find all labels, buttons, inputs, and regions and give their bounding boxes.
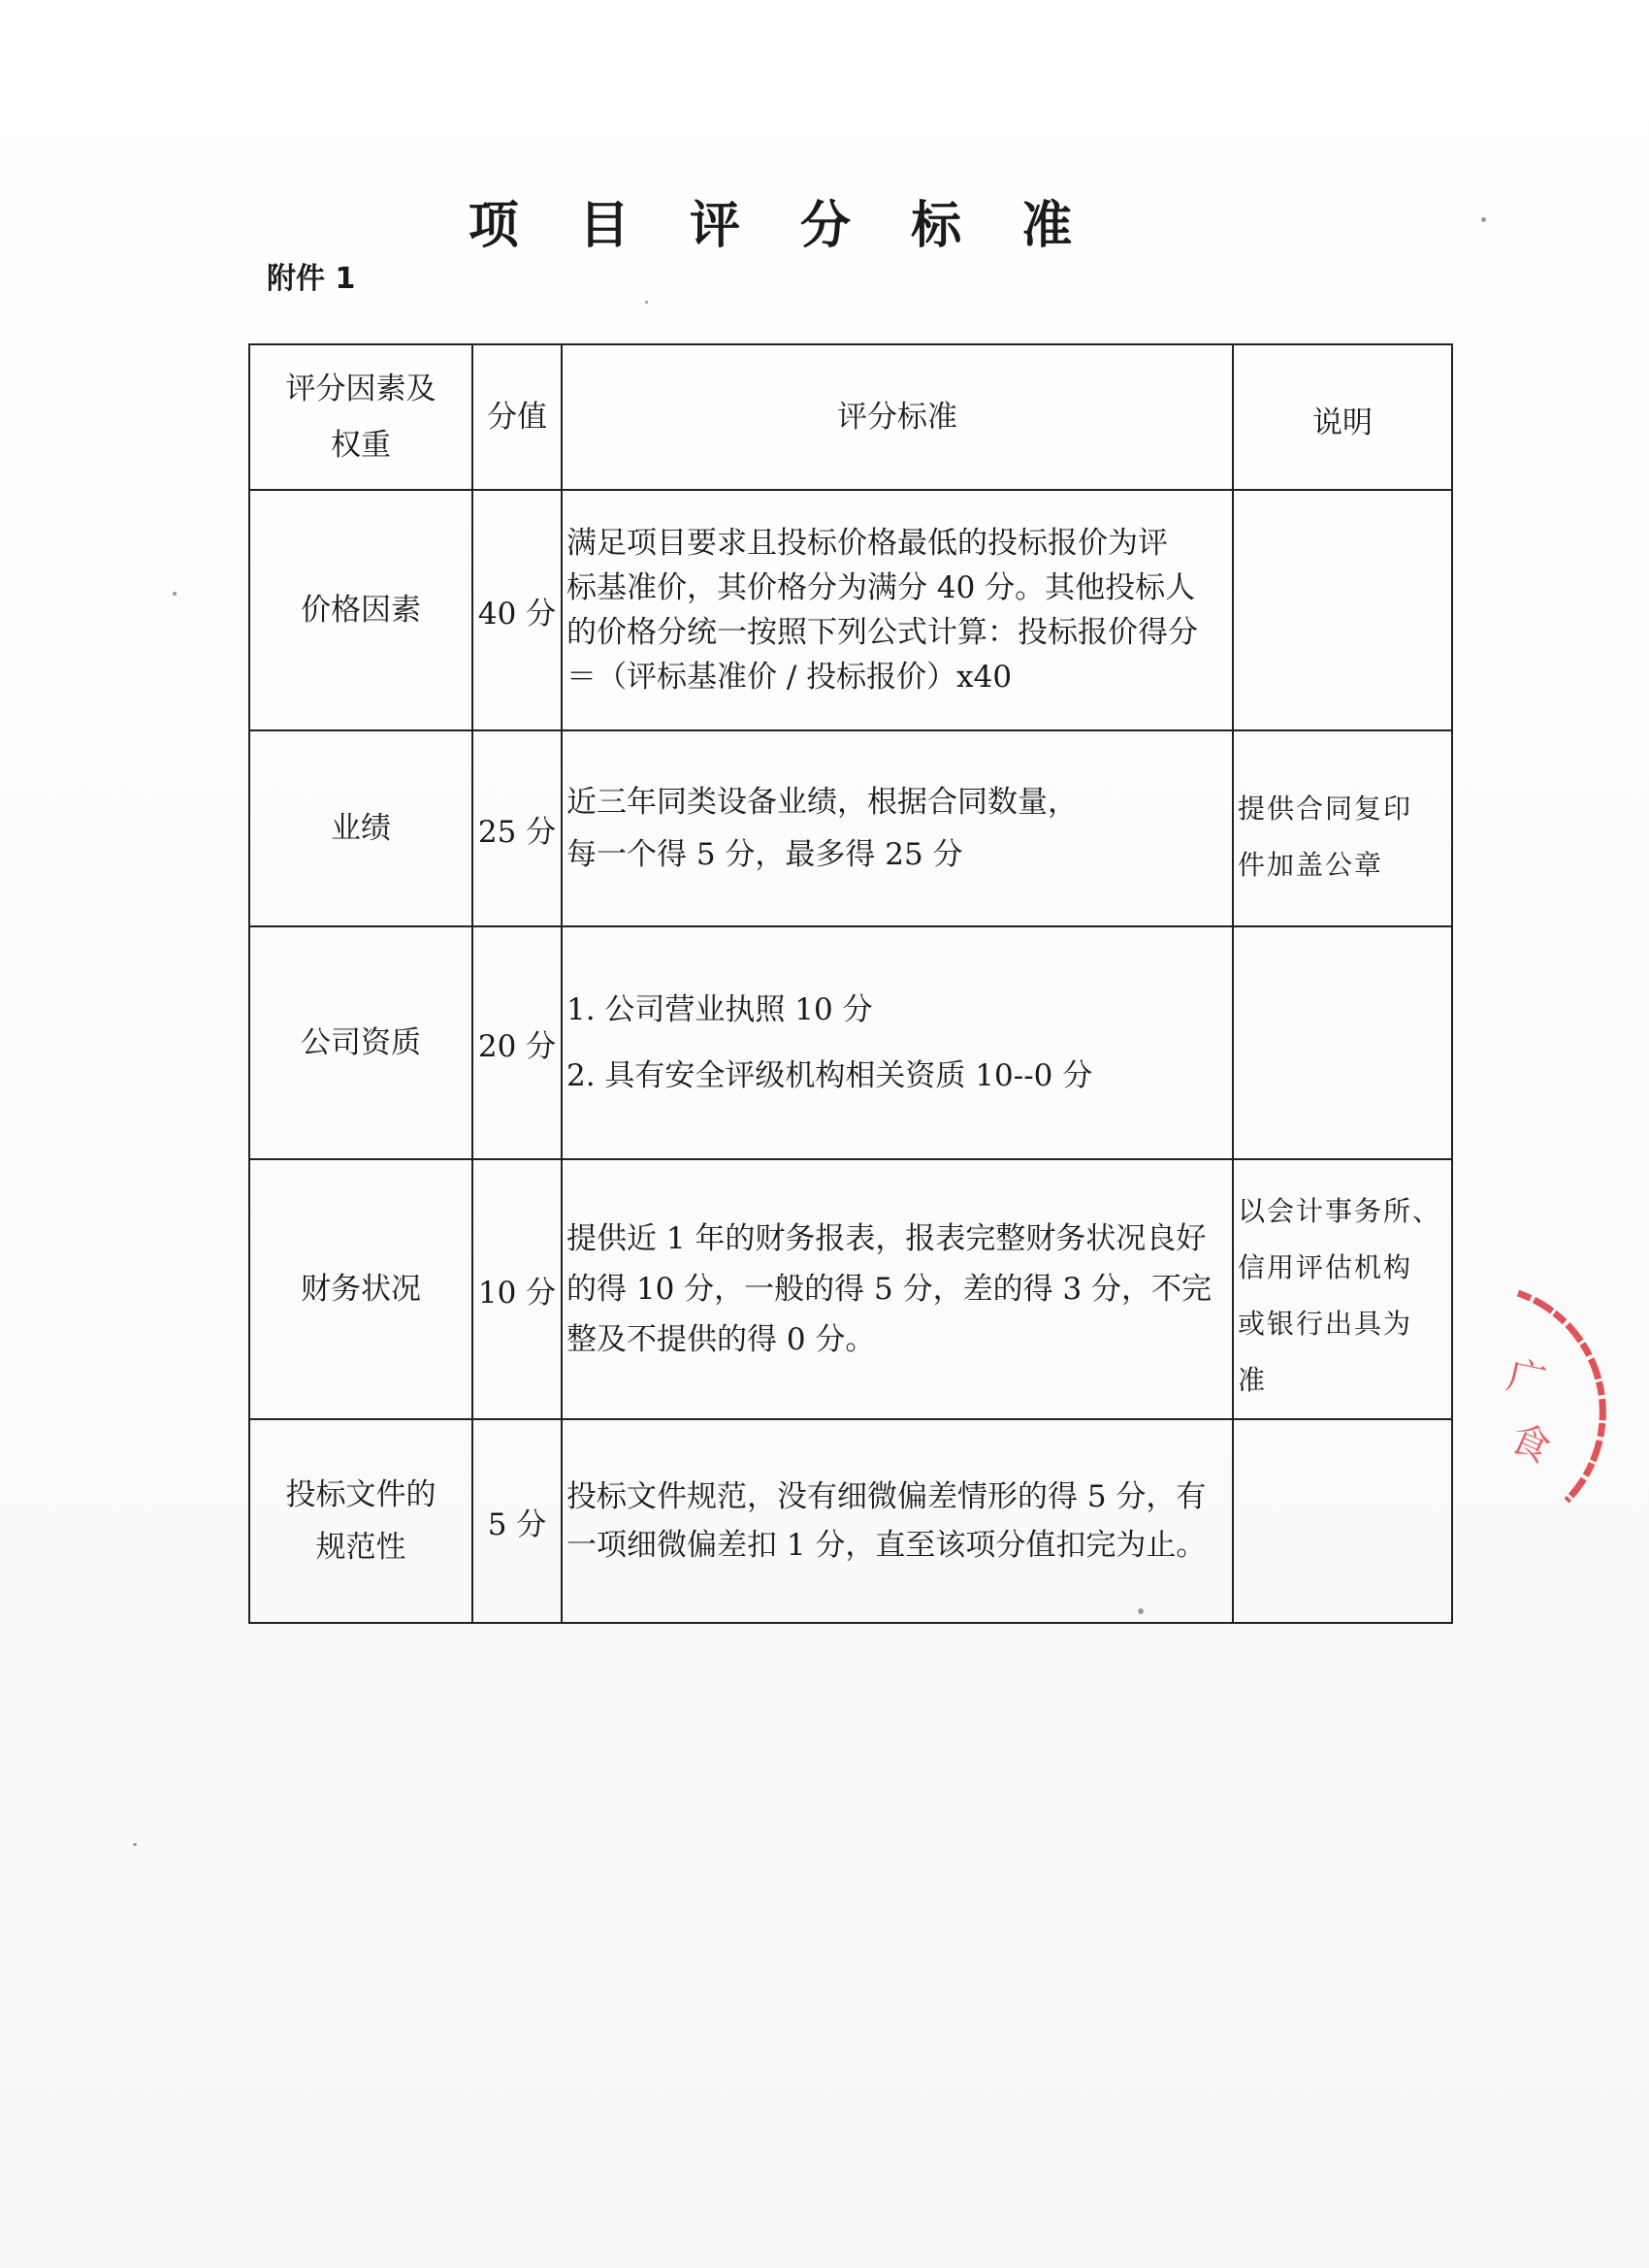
header-factor-text: 评分因素及 权重 [285,372,436,463]
scan-speck [1138,1608,1144,1614]
row-note [1233,926,1452,1159]
criteria-line: 每一个得 5 分，最多得 25 分 [566,837,963,872]
scan-speck [645,301,648,304]
row-criteria [562,1159,1233,1419]
criteria-line: 整及不提供的得 0 分。 [566,1322,876,1357]
scan-speck [173,592,177,596]
table-header-row [249,344,1452,490]
table-row [249,1159,1452,1419]
table-row [249,926,1452,1159]
row-criteria [562,490,1233,730]
row-note [1233,490,1452,730]
scan-speck [1481,217,1486,222]
svg-text:食: 食 [1503,1415,1558,1473]
criteria-line: 满足项目要求且投标价格最低的投标报价为评 [566,526,1168,561]
header-note: 说明 [1233,344,1452,490]
note-line: 准 [1238,1364,1268,1396]
row-factor: 价格因素 [249,490,472,730]
note-line: 信用评估机构 [1238,1251,1413,1283]
row-factor [249,1419,472,1623]
header-factor [249,344,472,490]
table-row [249,1419,1452,1623]
row-criteria [562,926,1233,1159]
criteria-line: 2. 具有安全评级机构相关资质 10--0 分 [566,1058,1093,1093]
document-title: 项 目 评 分 标 准 [468,197,1094,255]
row-score: 25 分 [472,730,562,926]
row-note [1233,1159,1452,1419]
criteria-line: 1. 公司营业执照 10 分 [566,992,873,1027]
red-seal-stamp [1499,1276,1649,1518]
criteria-line: 的价格分统一按照下列公式计算：投标报价得分 [566,615,1198,650]
note-line: 件加盖公章 [1238,849,1384,881]
table-row [249,490,1452,730]
row-factor-text: 投标文件的 规范性 [285,1477,436,1565]
criteria-line: 的得 10 分，一般的得 5 分，差的得 3 分，不完 [566,1272,1212,1307]
scan-speck [133,1843,137,1846]
row-factor: 公司资质 [249,926,472,1159]
row-note [1233,730,1452,926]
header-score: 分值 [472,344,562,490]
row-score: 10 分 [472,1159,562,1419]
row-score: 20 分 [472,926,562,1159]
criteria-line: 提供近 1 年的财务报表，报表完整财务状况良好 [566,1221,1207,1256]
criteria-line: 投标文件规范，没有细微偏差情形的得 5 分，有 [566,1479,1207,1514]
row-note [1233,1419,1452,1623]
header-criteria: 评分标准 [562,344,1233,490]
row-score: 5 分 [472,1419,562,1623]
row-factor: 业绩 [249,730,472,926]
scoring-table [248,343,1453,1624]
note-line: 或银行出具为 [1238,1308,1413,1340]
row-factor: 财务状况 [249,1159,472,1419]
criteria-line: ＝（评标基准价 / 投标报价）x40 [566,660,1013,695]
row-score: 40 分 [472,490,562,730]
row-criteria [562,1419,1233,1623]
note-line: 提供合同复印 [1238,793,1413,825]
row-criteria [562,730,1233,926]
note-line: 以会计事务所、 [1238,1195,1442,1227]
criteria-line: 近三年同类设备业绩，根据合同数量， [566,785,1078,820]
criteria-line: 一项细微偏差扣 1 分，直至该项分值扣完为止。 [566,1528,1207,1563]
criteria-line: 标基准价，其价格分为满分 40 分。其他投标人 [566,570,1196,605]
attachment-label: 附件 1 [267,262,356,296]
table-row [249,730,1452,926]
svg-text:广: 广 [1503,1352,1550,1406]
